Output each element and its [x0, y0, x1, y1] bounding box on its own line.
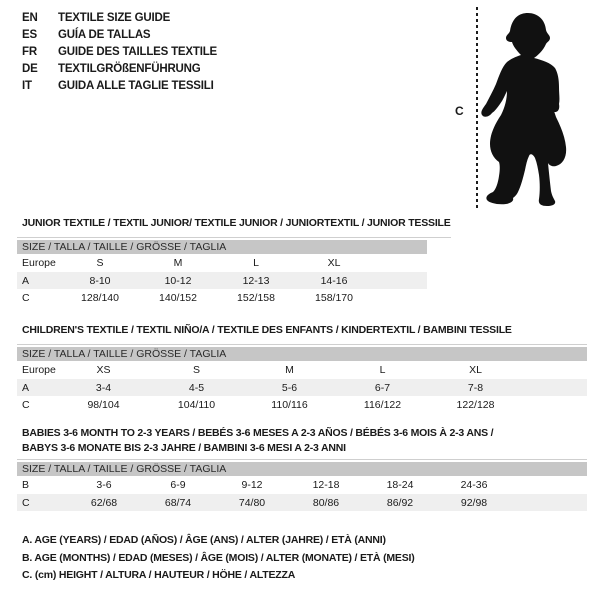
legend-notes: [22, 532, 415, 585]
cell: 116/122: [363, 398, 402, 411]
cell: 3-4: [57, 379, 150, 396]
cell: 158/170: [315, 291, 353, 304]
lang-code: FR: [22, 46, 37, 58]
size-header-row: [17, 240, 427, 254]
cell: 98/104: [87, 398, 120, 411]
babies-table-title: [17, 426, 587, 455]
region-label: Europe: [22, 257, 56, 269]
cell: 18-24: [386, 479, 414, 491]
table-row-b: [17, 476, 587, 494]
lang-row-de: [22, 61, 217, 78]
size-col: XL: [469, 364, 482, 376]
lang-title: GUIDA ALLE TAGLIE TESSILI: [58, 80, 214, 92]
children-table-section: [17, 324, 587, 413]
cell: 86/92: [363, 494, 437, 511]
table-row-a: [17, 272, 427, 289]
baby-silhouette-icon: [480, 5, 600, 215]
lang-row-es: [22, 27, 217, 44]
table-top-rule: [17, 459, 587, 460]
note-age-years: A. AGE (YEARS) / EDAD (AÑOS) / ÂGE (ANS) / ALTER (JAHRE) / ETÀ (ANNI): [22, 534, 386, 546]
cell: 68/74: [141, 494, 215, 511]
lang-row-it: [22, 78, 217, 95]
cell: 4-5: [150, 379, 243, 396]
children-size-table: [17, 347, 587, 413]
cell: 10-12: [139, 272, 217, 289]
row-label: B: [22, 479, 30, 491]
row-label: C: [22, 398, 30, 411]
note-age-months: B. AGE (MONTHS) / EDAD (MESES) / ÂGE (MOIS) / ALTER (MONATE) / ETÀ (MESI): [22, 551, 415, 564]
lang-code: IT: [22, 80, 32, 92]
table-row-c: [17, 494, 587, 511]
cell: 24-36: [460, 479, 488, 491]
row-label: C: [17, 494, 67, 511]
cell: 62/68: [67, 494, 141, 511]
table-top-rule: [17, 237, 451, 238]
babies-title-line1: BABIES 3-6 MONTH TO 2-3 YEARS / BEBÉS 3-6 MESES A 2-3 AÑOS / BÉBÉS 3-6 MOIS À 2-3 ANS /: [22, 427, 494, 439]
cell: 74/80: [215, 494, 289, 511]
babies-size-table: [17, 462, 587, 511]
cell: 152/158: [237, 291, 275, 304]
junior-size-table: [17, 240, 427, 306]
lang-title: GUIDE DES TAILLES TEXTILE: [58, 46, 217, 58]
size-col: S: [192, 364, 200, 376]
lang-code: EN: [22, 12, 38, 24]
junior-table-section: [17, 217, 451, 306]
lang-title: TEXTILE SIZE GUIDE: [58, 12, 171, 24]
cell: 140/152: [159, 291, 197, 304]
note-height: C. (cm) HEIGHT / ALTURA / HAUTEUR / HÖHE / ALTEZZA: [22, 569, 296, 581]
size-col: XS: [96, 364, 111, 376]
size-header-row: [17, 462, 587, 476]
cell: 5-6: [243, 379, 336, 396]
cell: 92/98: [437, 494, 511, 511]
size-col: L: [379, 364, 386, 376]
size-col: S: [96, 257, 104, 269]
language-title-list: [22, 10, 217, 95]
cell: 12-13: [217, 272, 295, 289]
cell: 110/116: [271, 398, 308, 411]
lang-title: TEXTILGRÖßENFÜHRUNG: [58, 63, 201, 75]
junior-table-title: JUNIOR TEXTILE / TEXTIL JUNIOR/ TEXTILE JUNIOR / JUNIORTEXTIL / JUNIOR TESSILE: [22, 217, 451, 229]
column-header-row: [17, 254, 427, 272]
size-col: XL: [327, 257, 341, 269]
cell: 12-18: [312, 479, 340, 491]
height-measure-label: C: [455, 104, 464, 118]
row-label: A: [17, 379, 57, 396]
cell: 128/140: [81, 291, 119, 304]
size-col: M: [173, 257, 183, 269]
babies-table-section: [17, 426, 587, 511]
cell: 104/110: [177, 398, 216, 411]
region-label: Europe: [22, 364, 56, 376]
lang-code: ES: [22, 29, 37, 41]
children-table-title: CHILDREN'S TEXTILE / TEXTIL NIÑO/A / TEXTILE DES ENFANTS / KINDERTEXTIL / BAMBINI TESSILE: [22, 324, 512, 336]
lang-row-en: [22, 10, 217, 27]
row-label: A: [17, 272, 61, 289]
babies-title-line2: BABYS 3-6 MONATE BIS 2-3 JAHRE / BAMBINI 3-6 MESI A 2-3 ANNI: [22, 441, 346, 454]
cell: 6-7: [336, 379, 429, 396]
table-row-c: [17, 289, 427, 306]
row-label: C: [22, 291, 30, 304]
size-col: M: [285, 364, 294, 376]
lang-code: DE: [22, 63, 38, 75]
table-row-a: [17, 379, 587, 396]
column-header-row: [17, 361, 587, 379]
size-header-cell: SIZE / TALLA / TAILLE / GRÖSSE / TAGLIA: [17, 240, 427, 254]
cell: 3-6: [96, 479, 112, 491]
cell: 6-9: [170, 479, 186, 491]
cell: 9-12: [241, 479, 263, 491]
size-header-cell: SIZE / TALLA / TAILLE / GRÖSSE / TAGLIA: [17, 462, 587, 476]
cell: 14-16: [295, 272, 373, 289]
table-top-rule: [17, 344, 587, 345]
size-col: L: [253, 257, 259, 269]
cell: 122/128: [456, 398, 495, 411]
size-header-row: [17, 347, 587, 361]
height-measure-dashed-line: [476, 7, 478, 211]
lang-row-fr: [22, 44, 217, 61]
size-header-cell: SIZE / TALLA / TAILLE / GRÖSSE / TAGLIA: [17, 347, 587, 361]
cell: 7-8: [429, 379, 522, 396]
cell: 80/86: [289, 494, 363, 511]
table-row-c: [17, 396, 587, 413]
cell: 8-10: [61, 272, 139, 289]
lang-title: GUÍA DE TALLAS: [58, 29, 151, 41]
